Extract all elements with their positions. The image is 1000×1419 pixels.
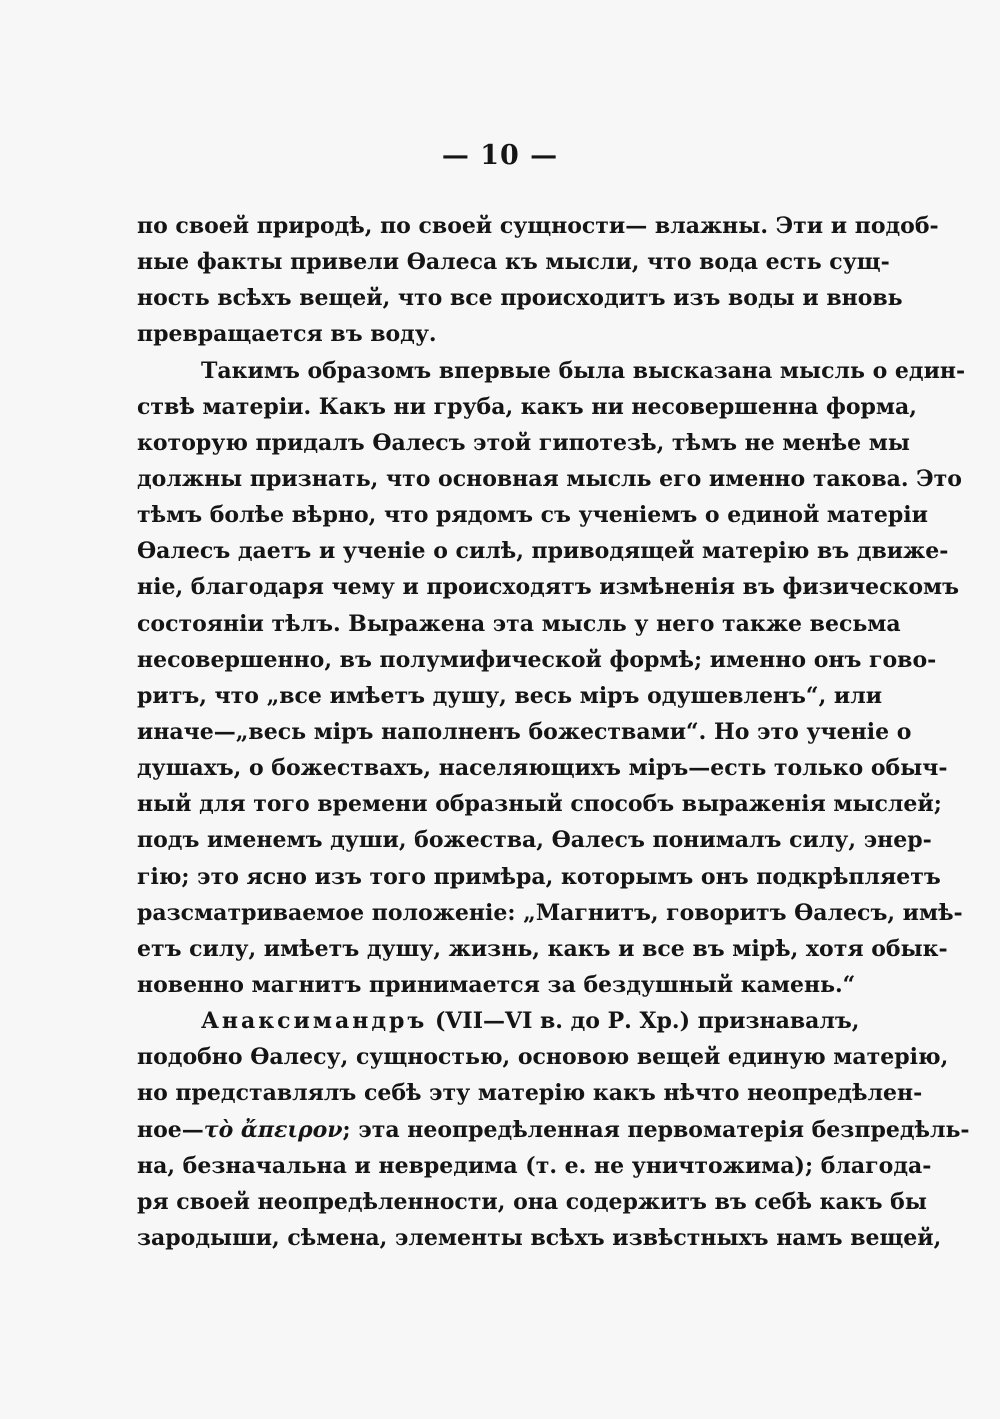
text-line: состояніи тѣлъ. Выражена эта мысль у него также весьма [137, 610, 901, 637]
text-line: превращается въ воду. [137, 321, 437, 348]
text-line: ритъ, что „все имѣетъ душу, весь міръ одушевленъ“, или [137, 682, 883, 709]
page-number: — 10 — [441, 140, 559, 171]
text-line: ря своей неопредѣленности, она содержитъ въ себѣ какъ бы [137, 1188, 927, 1215]
text-line: душахъ, о божествахъ, населяющихъ міръ—есть только обыч- [137, 755, 948, 782]
text-line: зародыши, сѣмена, элементы всѣхъ извѣстныхъ намъ вещей, [137, 1224, 942, 1251]
text-line: ніе, благодаря чему и происходятъ измѣненія въ физическомъ [137, 574, 960, 601]
text-line: несовершенно, въ полумифической формѣ; именно онъ гово- [137, 646, 937, 673]
text-line: Өалесъ даетъ и ученіе о силѣ, приводящей матерію въ движе- [137, 538, 949, 565]
text-line: но представлялъ себѣ эту матерію какъ нѣчто неопредѣлен- [137, 1080, 923, 1107]
text-line: по своей природѣ, по своей сущности— влажны. Эти и подоб- [137, 213, 939, 239]
text-line: ность всѣхъ вещей, что все происходитъ изъ воды и вновь [137, 285, 903, 312]
text-line: Такимъ образомъ впервые была высказана мысль о един- [201, 357, 966, 384]
text-line: должны признать, что основная мысль его именно такова. Это [137, 465, 962, 492]
text-line: разсматриваемое положеніе: „Магнитъ, говоритъ Өалесъ, имѣ- [137, 899, 963, 926]
text-line: етъ силу, имѣетъ душу, жизнь, какъ и все въ мірѣ, хотя обык- [137, 935, 948, 962]
text-line [137, 1112, 970, 1148]
greek-term: τὸ ἄπειρον [203, 1116, 343, 1143]
text-segment: (VII—VI в. до Р. Хр.) признавалъ, [434, 1008, 860, 1035]
text-line: подъ именемъ души, божества, Өалесъ понималъ силу, энер- [137, 827, 932, 854]
text-line: подобно Өалесу, сущностью, основою вещей единую матерію, [137, 1044, 949, 1071]
person-name: Анаксимандръ [201, 1008, 428, 1035]
text-line: ствѣ матеріи. Какъ ни груба, какъ ни несовершенна форма, [137, 393, 917, 420]
text-line: ные факты привели Өалеса къ мысли, что вода есть сущ- [137, 249, 890, 276]
text-line: ный для того времени образный способъ выраженія мыслей; [137, 791, 942, 818]
text-line: тѣмъ болѣе вѣрно, что рядомъ съ ученіемъ о единой матеріи [137, 502, 928, 529]
text-line: иначе—„весь міръ наполненъ божествами“. Но это ученіе о [137, 718, 912, 745]
body-text [137, 208, 970, 1256]
text-line [137, 1003, 860, 1039]
text-line: на, безначальна и невредима (т. е. не уничтожима); благода- [137, 1152, 932, 1179]
text-line: новенно магнитъ принимается за бездушный камень.“ [137, 971, 856, 998]
text-line: гію; это ясно изъ того примѣра, которымъ онъ подкрѣпляетъ [137, 863, 941, 890]
text-segment: ное— [137, 1116, 204, 1143]
text-segment: ; эта неопредѣленная первоматерія безпредѣль- [342, 1116, 970, 1143]
text-line: которую придалъ Өалесъ этой гипотезѣ, тѣмъ не менѣе мы [137, 429, 910, 456]
